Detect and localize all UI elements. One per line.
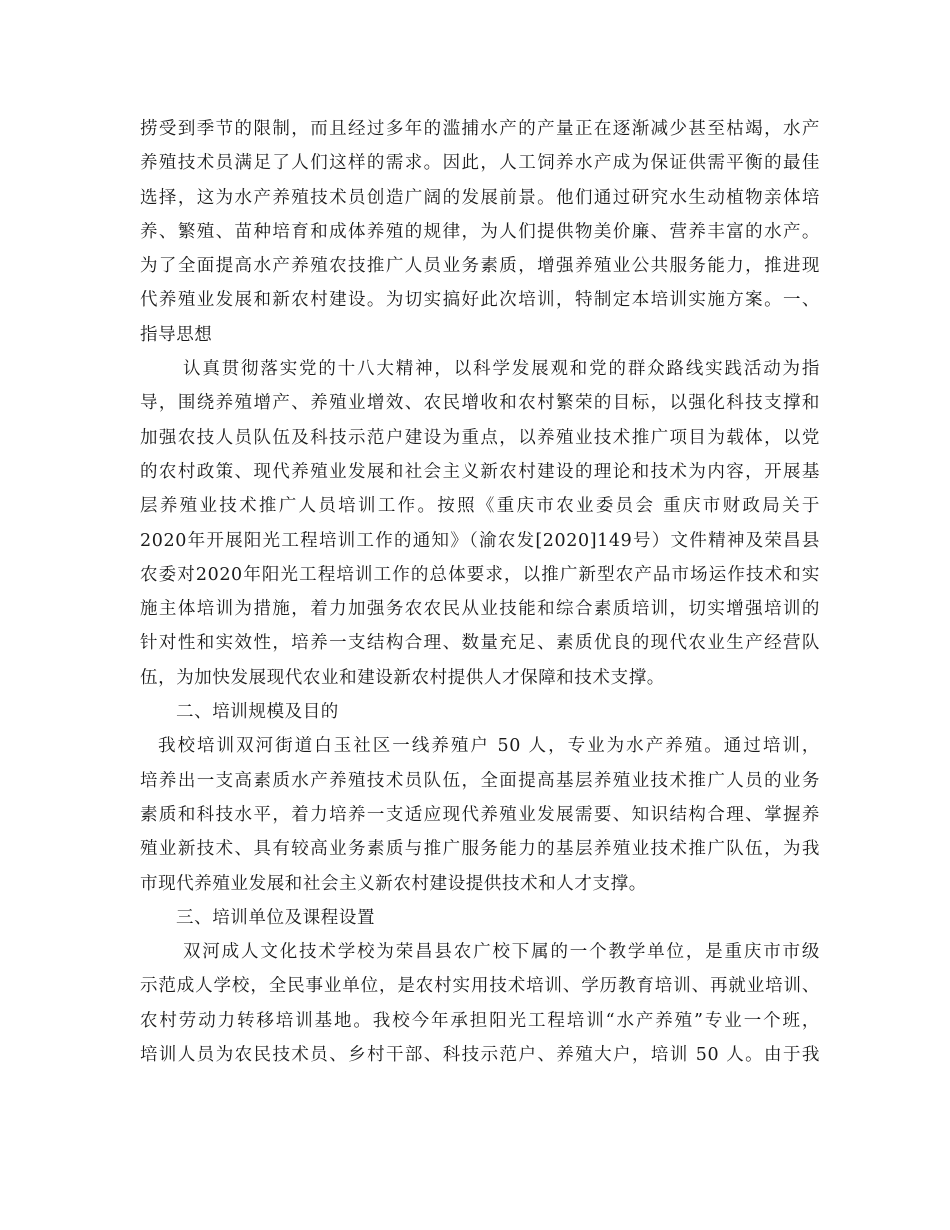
- text-line: 农委对2020年阳光工程培训工作的总体要求，以推广新型农产品市场运作技术和实: [140, 564, 820, 585]
- text-line: 养殖技术员满足了人们这样的需求。因此，人工饲养水产成为保证供需平衡的最佳: [140, 153, 820, 174]
- text-line: 示范成人学校，全民事业单位，是农村实用技术培训、学历教育培训、再就业培训、: [140, 976, 820, 997]
- text-line: 素质和科技水平，着力培养一支适应现代养殖业发展需要、知识结构合理、掌握养: [140, 804, 820, 825]
- paragraph-first-line: 认真贯彻落实党的十八大精神，以科学发展观和党的群众路线实践活动为指: [183, 359, 820, 380]
- text-line: 导，围绕养殖增产、养殖业增效、农民增收和农村繁荣的目标，以强化科技支撑和: [140, 393, 820, 414]
- text-line: 培养出一支高素质水产养殖技术员队伍，全面提高基层养殖业技术推广人员的业务: [140, 770, 820, 791]
- text-line: 加强农技人员队伍及科技示范户建设为重点，以养殖业技术推广项目为载体，以党: [140, 427, 820, 448]
- text-line: 代养殖业发展和新农村建设。为切实搞好此次培训，特制定本培训实施方案。一、: [140, 290, 820, 311]
- text-line: 针对性和实效性，培养一支结构合理、数量充足、素质优良的现代农业生产经营队: [140, 633, 820, 654]
- text-line: 选择，这为水产养殖技术员创造广阔的发展前景。他们通过研究水生动植物亲体培: [140, 187, 820, 208]
- paragraph-first-line: 我校培训双河街道白玉社区一线养殖户 50 人，专业为水产养殖。通过培训，: [158, 736, 820, 757]
- section-heading: 指导思想: [140, 324, 213, 345]
- text-line: 施主体培训为措施，着力加强务农农民从业技能和综合素质培训，切实增强培训的: [140, 599, 820, 620]
- paragraph-first-line: 双河成人文化技术学校为荣昌县农广校下属的一个教学单位，是重庆市市级: [183, 942, 820, 963]
- section-heading: 三、培训单位及课程设置: [176, 907, 376, 928]
- text-line: 捞受到季节的限制，而且经过多年的滥捕水产的产量正在逐渐减少甚至枯竭，水产: [140, 119, 820, 139]
- text-line: 2020年开展阳光工程培训工作的通知》（渝农发[2020]149号）文件精神及荣昌县: [140, 530, 820, 551]
- text-line: 殖业新技术、具有较高业务素质与推广服务能力的基层养殖业技术推广队伍，为我: [140, 839, 820, 860]
- text-line: 培训人员为农民技术员、乡村干部、科技示范户、养殖大户，培训 50 人。由于我: [140, 1045, 820, 1066]
- text-line: 养、繁殖、苗种培育和成体养殖的规律，为人们提供物美价廉、营养丰富的水产。: [140, 221, 820, 242]
- text-line: 层养殖业技术推广人员培训工作。按照《重庆市农业委员会 重庆市财政局关于: [140, 496, 820, 517]
- text-line: 的农村政策、现代养殖业发展和社会主义新农村建设的理论和技术为内容，开展基: [140, 461, 820, 482]
- text-line: 为了全面提高水产养殖农技推广人员业务素质，增强养殖业公共服务能力，推进现: [140, 256, 820, 277]
- section-heading: 二、培训规模及目的: [176, 702, 339, 723]
- document-body: [140, 112, 820, 1072]
- text-line: 伍，为加快发展现代农业和建设新农村提供人才保障和技术支撑。: [140, 667, 665, 688]
- text-line: 农村劳动力转移培训基地。我校今年承担阳光工程培训“水产养殖”专业一个班，: [140, 1010, 820, 1031]
- text-line: 市现代养殖业发展和社会主义新农村建设提供技术和人才支撑。: [140, 873, 647, 894]
